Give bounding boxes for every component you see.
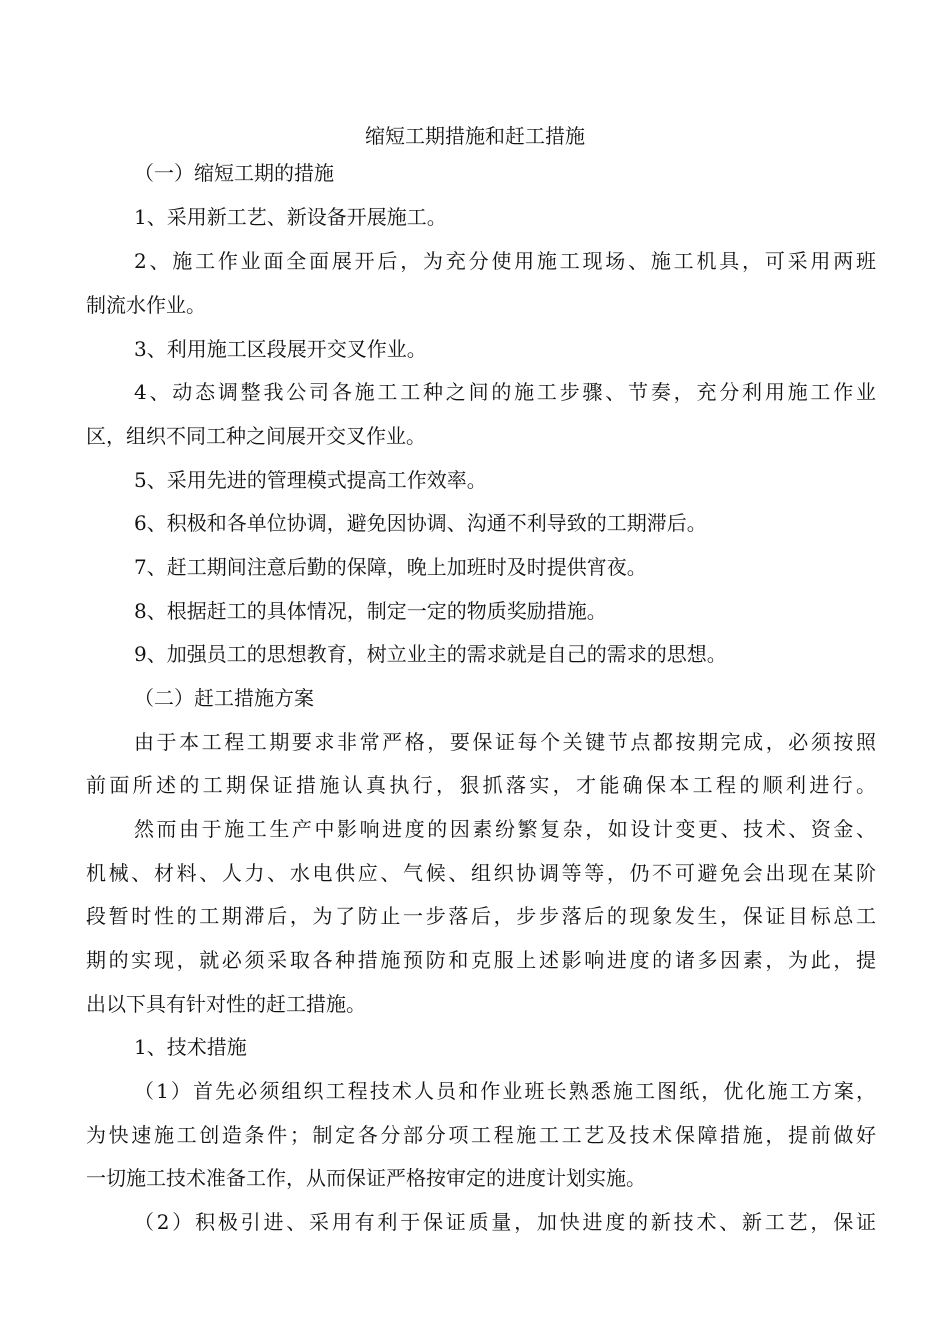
document-title: 缩短工期措施和赶工措施 [365,124,585,148]
paragraph-line: 7、赶工期间注意后勤的保障，晚上加班时及时提供宵夜。 [134,555,647,579]
paragraph-line: 出以下具有针对性的赶工措施。 [86,992,366,1016]
paragraph-line: 然而由于施工生产中影响进度的因素纷繁复杂，如设计变更、技术、资金、 [134,817,876,841]
paragraph-line: 9、加强员工的思想教育，树立业主的需求就是自己的需求的思想。 [134,642,727,666]
section-heading-1: （一）缩短工期的措施 [134,161,334,185]
paragraph-line: 制流水作业。 [86,293,206,317]
paragraph-line: 2、施工作业面全面展开后，为充分使用施工现场、施工机具，可采用两班 [134,249,876,273]
paragraph-line: 机械、材料、人力、水电供应、气候、组织协调等等，仍不可避免会出现在某阶 [86,861,876,885]
paragraph-line: 为快速施工创造条件；制定各分部分项工程施工工艺及技术保障措施，提前做好 [86,1123,876,1147]
paragraph-line: 期的实现，就必须采取各种措施预防和克服上述影响进度的诸多因素，为此，提 [86,948,876,972]
paragraph-line: 由于本工程工期要求非常严格，要保证每个关键节点都按期完成，必须按照 [134,730,876,754]
paragraph-line: 3、利用施工区段展开交叉作业。 [134,337,427,361]
paragraph-line: 6、积极和各单位协调，避免因协调、沟通不利导致的工期滞后。 [134,511,707,535]
paragraph-line: （1）首先必须组织工程技术人员和作业班长熟悉施工图纸，优化施工方案， [134,1079,876,1103]
paragraph-line: 段暂时性的工期滞后，为了防止一步落后，步步落后的现象发生，保证目标总工 [86,904,876,928]
section-heading-2: （二）赶工措施方案 [134,686,314,710]
paragraph-line: 一切施工技术准备工作，从而保证严格按审定的进度计划实施。 [86,1166,646,1190]
subsection-heading: 1、技术措施 [134,1035,247,1059]
paragraph-line: 4、动态调整我公司各施工工种之间的施工步骤、节奏，充分利用施工作业 [134,380,876,404]
paragraph-line: 1、采用新工艺、新设备开展施工。 [134,205,447,229]
paragraph-line: 8、根据赶工的具体情况，制定一定的物质奖励措施。 [134,599,607,623]
paragraph-line: 5、采用先进的管理模式提高工作效率。 [134,468,487,492]
paragraph-line: 前面所述的工期保证措施认真执行，狠抓落实，才能确保本工程的顺利进行。 [86,773,876,797]
paragraph-line: 区，组织不同工种之间展开交叉作业。 [86,424,426,448]
paragraph-line: （2）积极引进、采用有利于保证质量，加快进度的新技术、新工艺，保证 [134,1210,876,1234]
